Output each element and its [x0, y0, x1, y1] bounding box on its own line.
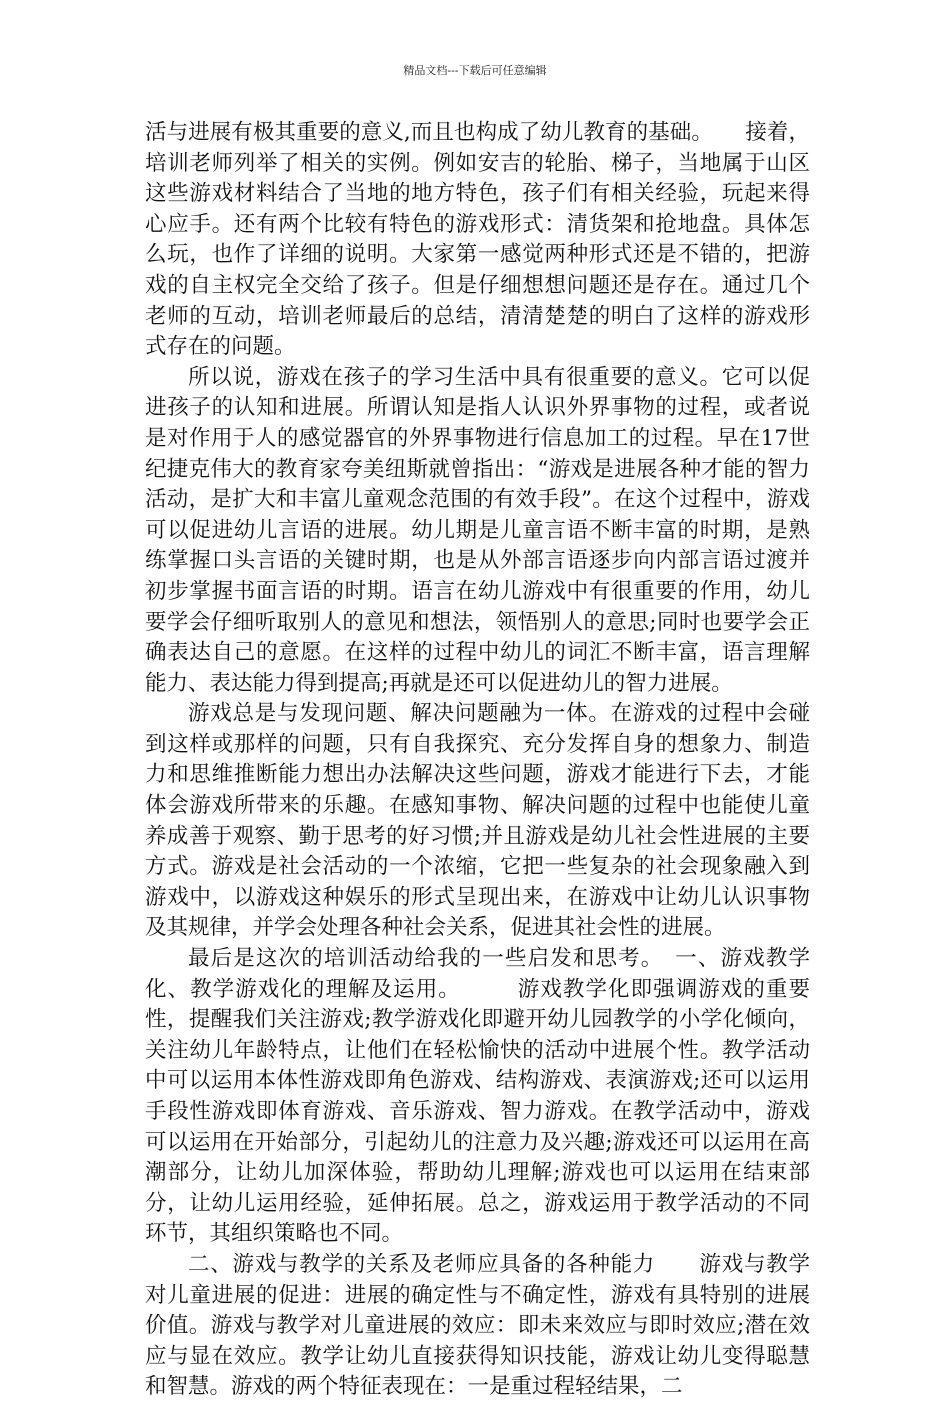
paragraph-3: 游戏总是与发现问题、解决问题融为一体。在游戏的过程中会碰到这样或那样的问题，只有自我探究、充分发挥自身的想象力、制造力和思维推断能力想出办法解决这些问题，游戏才能进行下去，才能体会游戏所带来的乐趣。在感知事物、解决问题的过程中也能使儿童养成善于观察、勤于思考的好习惯;并且游戏是幼儿社会性进展的主要方式。游戏是社会活动的一个浓缩，它把一些复杂的社会现象融入到游戏中，以游戏这种娱乐的形式呈现出来，在游戏中让幼儿认识事物及其规律，并学会处理各种社会关系，促进其社会性的进展。	[145, 701, 810, 941]
paragraph-2: 所以说，游戏在孩子的学习生活中具有很重要的意义。它可以促进孩子的认知和进展。所谓认知是指人认识外界事物的过程，或者说是对作用于人的感觉器官的外界事物进行信息加工的过程。早在17世纪捷克伟大的教育家夸美纽斯就曾指出：“游戏是进展各种才能的智力活动，是扩大和丰富儿童观念范围的有效手段”。在这个过程中，游戏可以促进幼儿言语的进展。幼儿期是儿童言语不断丰富的时期，是熟练掌握口头言语的关键时期，也是从外部言语逐步向内部言语过渡并初步掌握书面言语的时期。语言在幼儿游戏中有很重要的作用，幼儿要学会仔细听取别人的意见和想法，领悟别人的意思;同时也要学会正确表达自己的意愿。在这样的过程中幼儿的词汇不断丰富，语言理解能力、表达能力得到提高;再就是还可以促进幼儿的智力进展。	[145, 364, 810, 696]
paragraph-5: 二、游戏与教学的关系及老师应具备的各种能力 游戏与教学对儿童进展的促进：进展的确定性与不确定性，游戏有具特别的进展价值。游戏与教学对儿童进展的效应：即未来效应与即时效应;潜在效应与显在效应。教学让幼儿直接获得知识技能，游戏让幼儿变得聪慧和智慧。游戏的两个特征表现在：一是重过程轻结果，二	[145, 1251, 810, 1400]
document-body	[145, 118, 810, 1403]
paragraph-4: 最后是这次的培训活动给我的一些启发和思考。 一、游戏教学化、教学游戏化的理解及运用。 游戏教学化即强调游戏的重要性，提醒我们关注游戏;教学游戏化即避开幼儿园教学的小学化倾向，关注幼儿年龄特点，让他们在轻松愉快的活动中进展个性。教学活动中可以运用本体性游戏即角色游戏、结构游戏、表演游戏;还可以运用手段性游戏即体育游戏、音乐游戏、智力游戏。在教学活动中，游戏可以运用在开始部分，引起幼儿的注意力及兴趣;游戏还可以运用在高潮部分，让幼儿加深体验，帮助幼儿理解;游戏也可以运用在结束部分，让幼儿运用经验，延伸拓展。总之，游戏运用于教学活动的不同环节，其组织策略也不同。	[145, 946, 810, 1247]
paragraph-1: 活与进展有极其重要的意义,而且也构成了幼儿教育的基础。 接着，培训老师列举了相关的实例。例如安吉的轮胎、梯子，当地属于山区这些游戏材料结合了当地的地方特色，孩子们有相关经验，玩起来得心应手。还有两个比较有特色的游戏形式：清货架和抢地盘。具体怎么玩，也作了详细的说明。大家第一感觉两种形式还是不错的，把游戏的自主权完全交给了孩子。但是仔细想想问题还是存在。通过几个老师的互动，培训老师最后的总结，清清楚楚的明白了这样的游戏形式存在的问题。	[145, 120, 810, 360]
page-header: 精品文档---下载后可任意编辑	[403, 64, 547, 77]
